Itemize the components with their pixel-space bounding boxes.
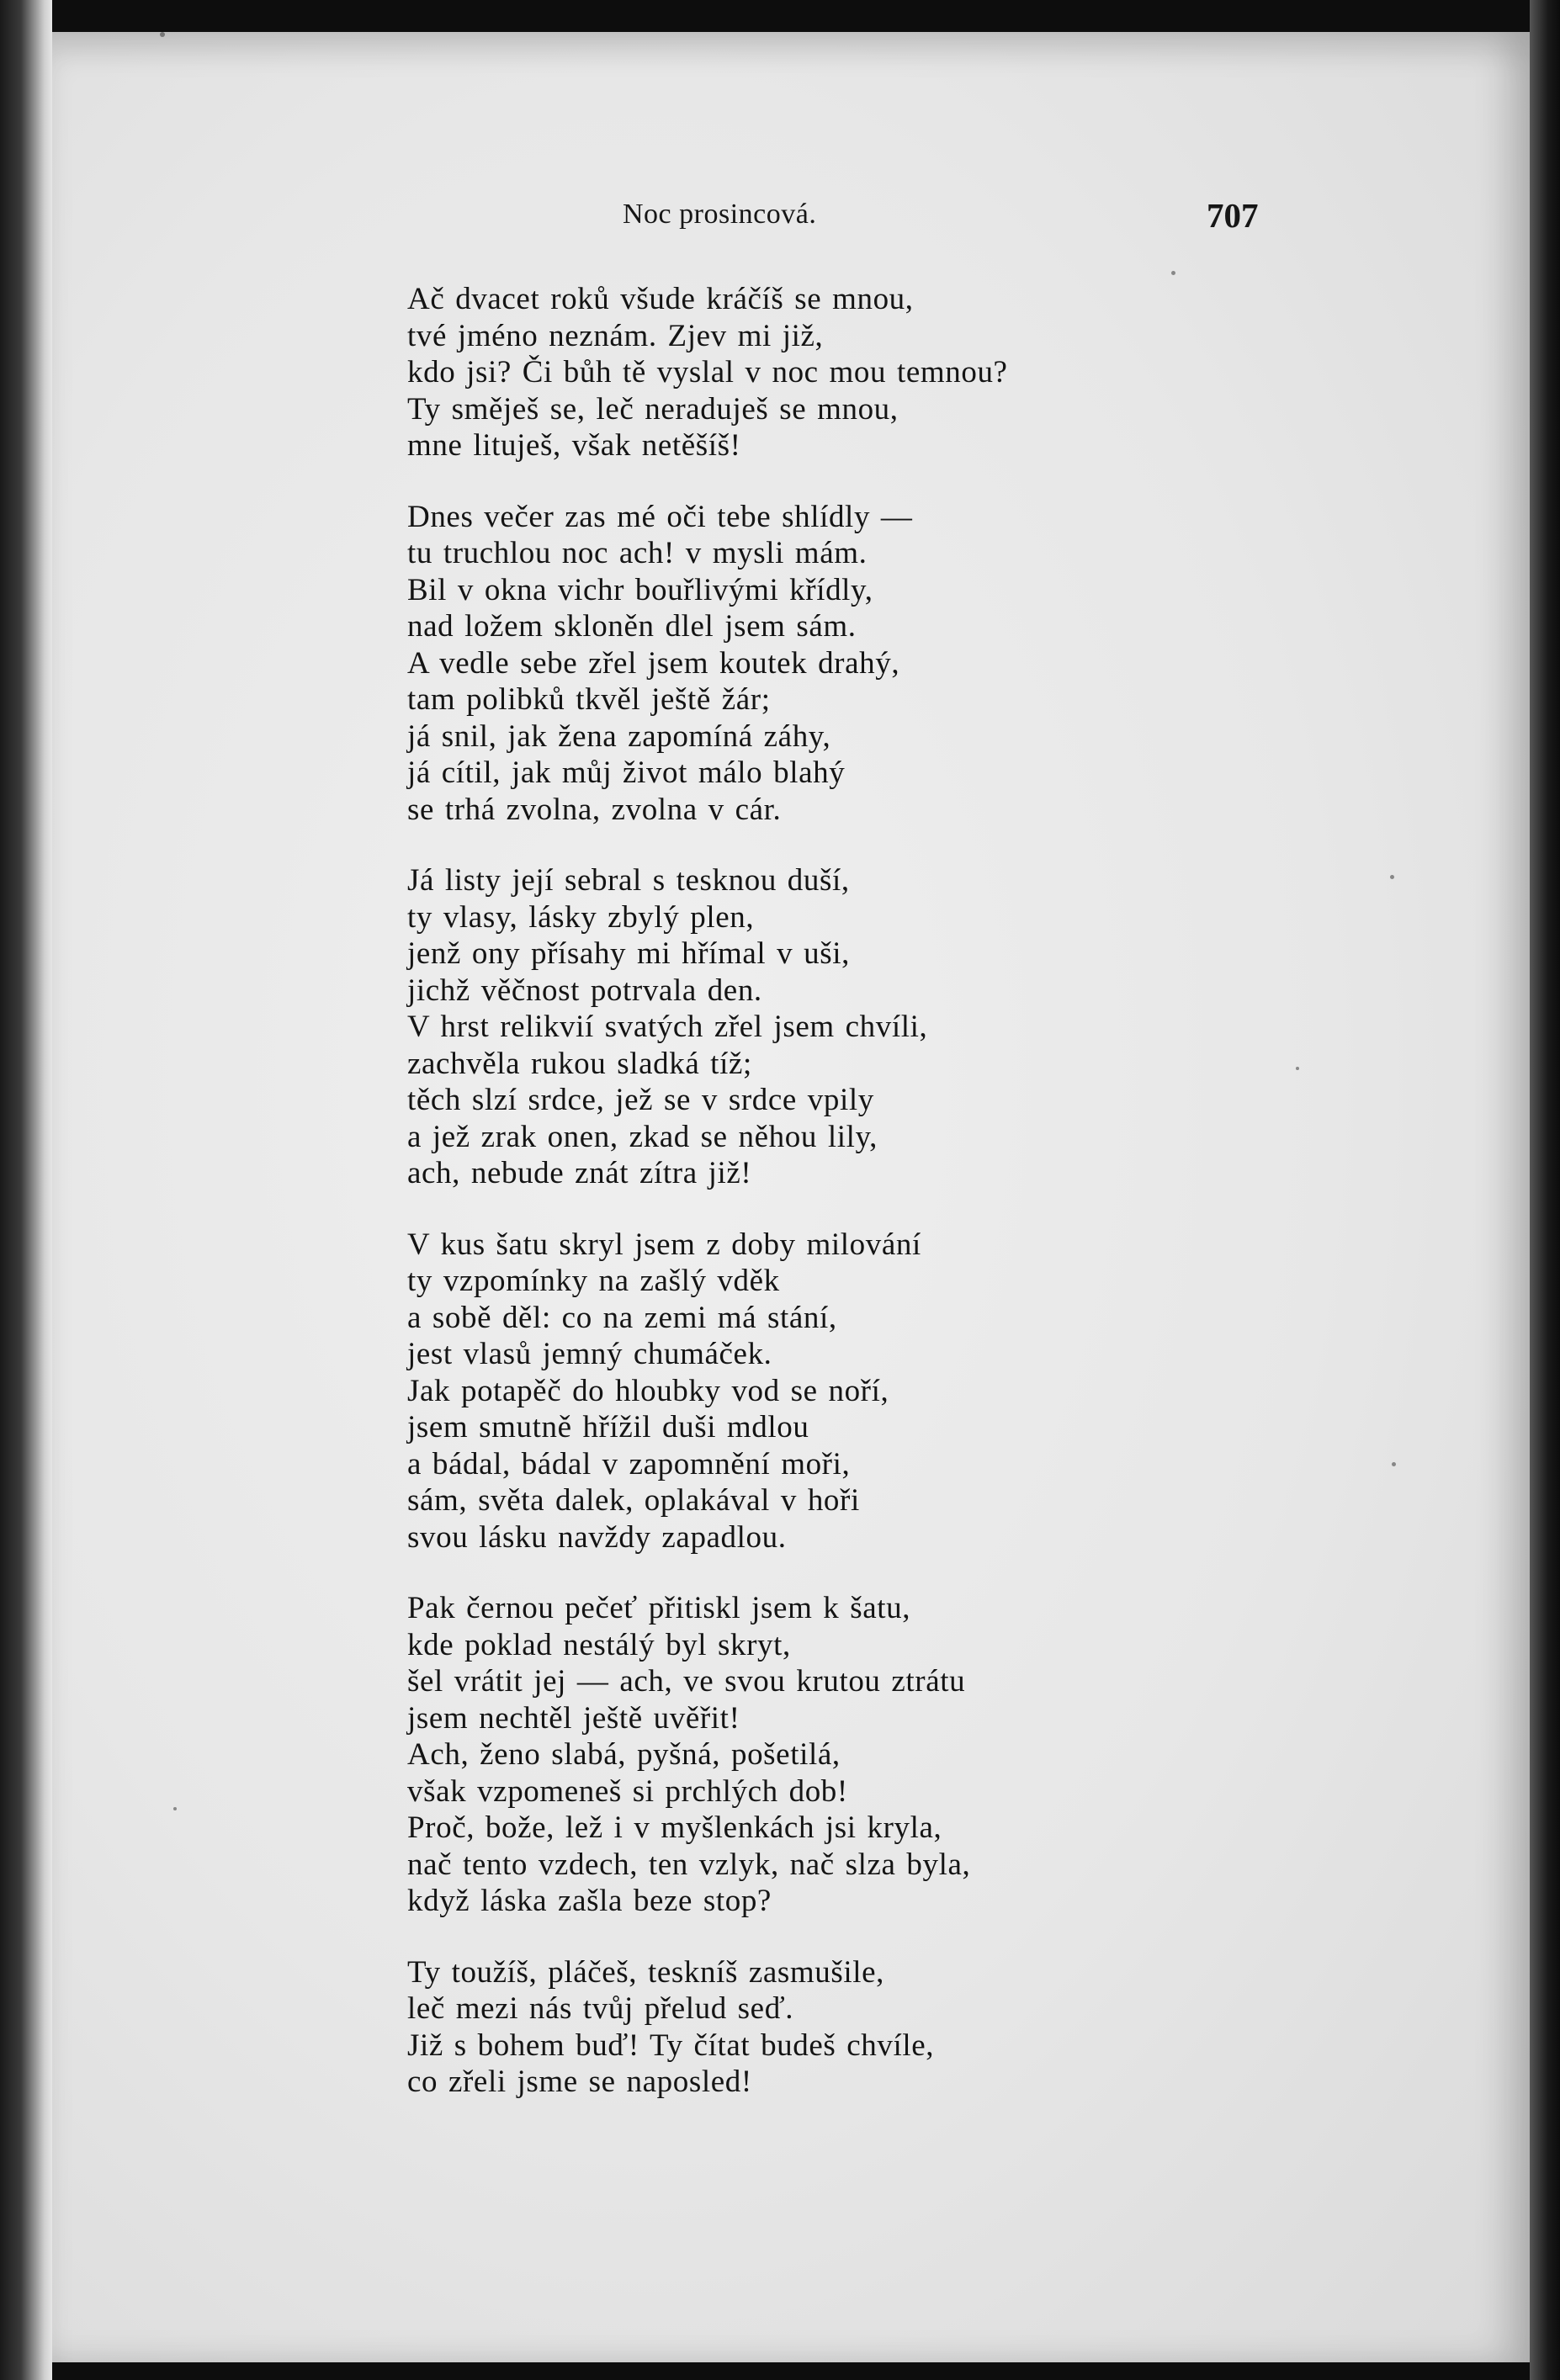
poem-line: Dnes večer zas mé oči tebe shlídly — xyxy=(407,499,913,534)
scan-speck xyxy=(173,1807,177,1810)
poem-line: leč mezi nás tvůj přelud seď. xyxy=(407,1991,794,2026)
poem-line: a jež zrak onen, zkad se něhou lily, xyxy=(407,1119,878,1154)
poem-line: však vzpomeneš si prchlých dob! xyxy=(407,1773,848,1809)
right-page-edge xyxy=(1530,0,1560,2380)
stanza-6 xyxy=(407,1954,1417,2101)
poem-line: A vedle sebe zřel jsem koutek drahý, xyxy=(407,645,900,681)
poem-line: Ty toužíš, pláčeš, teskníš zasmušile, xyxy=(407,1954,884,1990)
poem-line: ty vzpomínky na zašlý vděk xyxy=(407,1264,780,1298)
poem-line: Pak černou pečeť přitiskl jsem k šatu, xyxy=(407,1591,911,1625)
poem-line: tam polibků tkvěl ještě žár; xyxy=(407,682,771,717)
poem-line: já cítil, jak můj život málo blahý xyxy=(407,755,846,790)
poem-line: Proč, bože, lež i v myšlenkách jsi kryla, xyxy=(407,1810,942,1845)
poem-line: tvé jméno neznám. Zjev mi již, xyxy=(407,318,824,353)
poem-line: a bádal, bádal v zapomnění moři, xyxy=(407,1446,851,1482)
poem-line: jenž ony přísahy mi hřímal v uši, xyxy=(407,936,850,971)
poem-line: Ač dvacet roků všude kráčíš se mnou, xyxy=(407,282,914,316)
poem-line: co zřeli jsme se naposled! xyxy=(407,2065,752,2099)
poem-line: těch slzí srdce, jež se v srdce vpily xyxy=(407,1083,874,1117)
poem-line: kdo jsi? Či bůh tě vyslal v noc mou temnou? xyxy=(407,355,1008,390)
poem-line: jichž věčnost potrvala den. xyxy=(407,973,762,1008)
poem-line: jsem nechtěl ještě uvěřit! xyxy=(407,1700,740,1736)
poem-line: zachvěla rukou sladká tíž; xyxy=(407,1046,752,1081)
poem-line: ty vlasy, lásky zbylý plen, xyxy=(407,899,755,935)
left-page-edge xyxy=(0,0,52,2380)
poem-line: V hrst relikvií svatých zřel jsem chvíli, xyxy=(407,1010,928,1044)
stanza-4 xyxy=(407,1227,1417,1556)
poem-line: nač tento vzdech, ten vzlyk, nač slza byla, xyxy=(407,1847,971,1882)
poem-line: a sobě děl: co na zemi má stání, xyxy=(407,1300,837,1335)
poem-line: V kus šatu skryl jsem z doby milování xyxy=(407,1227,921,1262)
poem-line: já snil, jak žena zapomíná záhy, xyxy=(407,718,831,754)
poem-line: ach, nebude znát zítra již! xyxy=(407,1156,752,1190)
stanza-1 xyxy=(407,281,1417,464)
stanza-2 xyxy=(407,499,1417,829)
scan-speck xyxy=(1171,271,1175,275)
poem-line: svou lásku navždy zapadlou. xyxy=(407,1519,787,1555)
running-title: Noc prosincová. xyxy=(623,199,817,230)
poem-line: nad ložem skloněn dlel jsem sám. xyxy=(407,609,857,644)
poem-body xyxy=(407,281,1417,2135)
poem-line: Jak potapěč do hloubky vod se noří, xyxy=(407,1373,889,1408)
poem-line: tu truchlou noc ach! v mysli mám. xyxy=(407,536,868,570)
poem-line: kde poklad nestálý byl skryt, xyxy=(407,1627,791,1662)
page-header xyxy=(0,196,1560,241)
scan-speck xyxy=(160,32,165,37)
poem-line: sám, světa dalek, oplakával v hoři xyxy=(407,1483,860,1518)
poem-line: když láska zašla beze stop? xyxy=(407,1884,772,1918)
poem-line: jsem smutně hřížil duši mdlou xyxy=(407,1410,809,1444)
poem-line: se trhá zvolna, zvolna v cár. xyxy=(407,792,782,827)
poem-line: Já listy její sebral s tesknou duší, xyxy=(407,863,850,898)
poem-line: Již s bohem buď! Ty čítat budeš chvíle, xyxy=(407,2028,935,2063)
poem-line: Bil v okna vichr bouřlivými křídly, xyxy=(407,572,873,607)
poem-line: Ach, ženo slabá, pyšná, pošetilá, xyxy=(407,1737,841,1772)
stanza-5 xyxy=(407,1590,1417,1920)
poem-line: Ty směješ se, leč neraduješ se mnou, xyxy=(407,391,899,427)
poem-line: šel vrátit jej — ach, ve svou krutou ztrátu xyxy=(407,1664,966,1699)
poem-line: mne lituješ, však netěšíš! xyxy=(407,428,741,463)
poem-line: jest vlasů jemný chumáček. xyxy=(407,1337,772,1371)
page-number: 707 xyxy=(1207,196,1259,235)
stanza-3 xyxy=(407,862,1417,1192)
